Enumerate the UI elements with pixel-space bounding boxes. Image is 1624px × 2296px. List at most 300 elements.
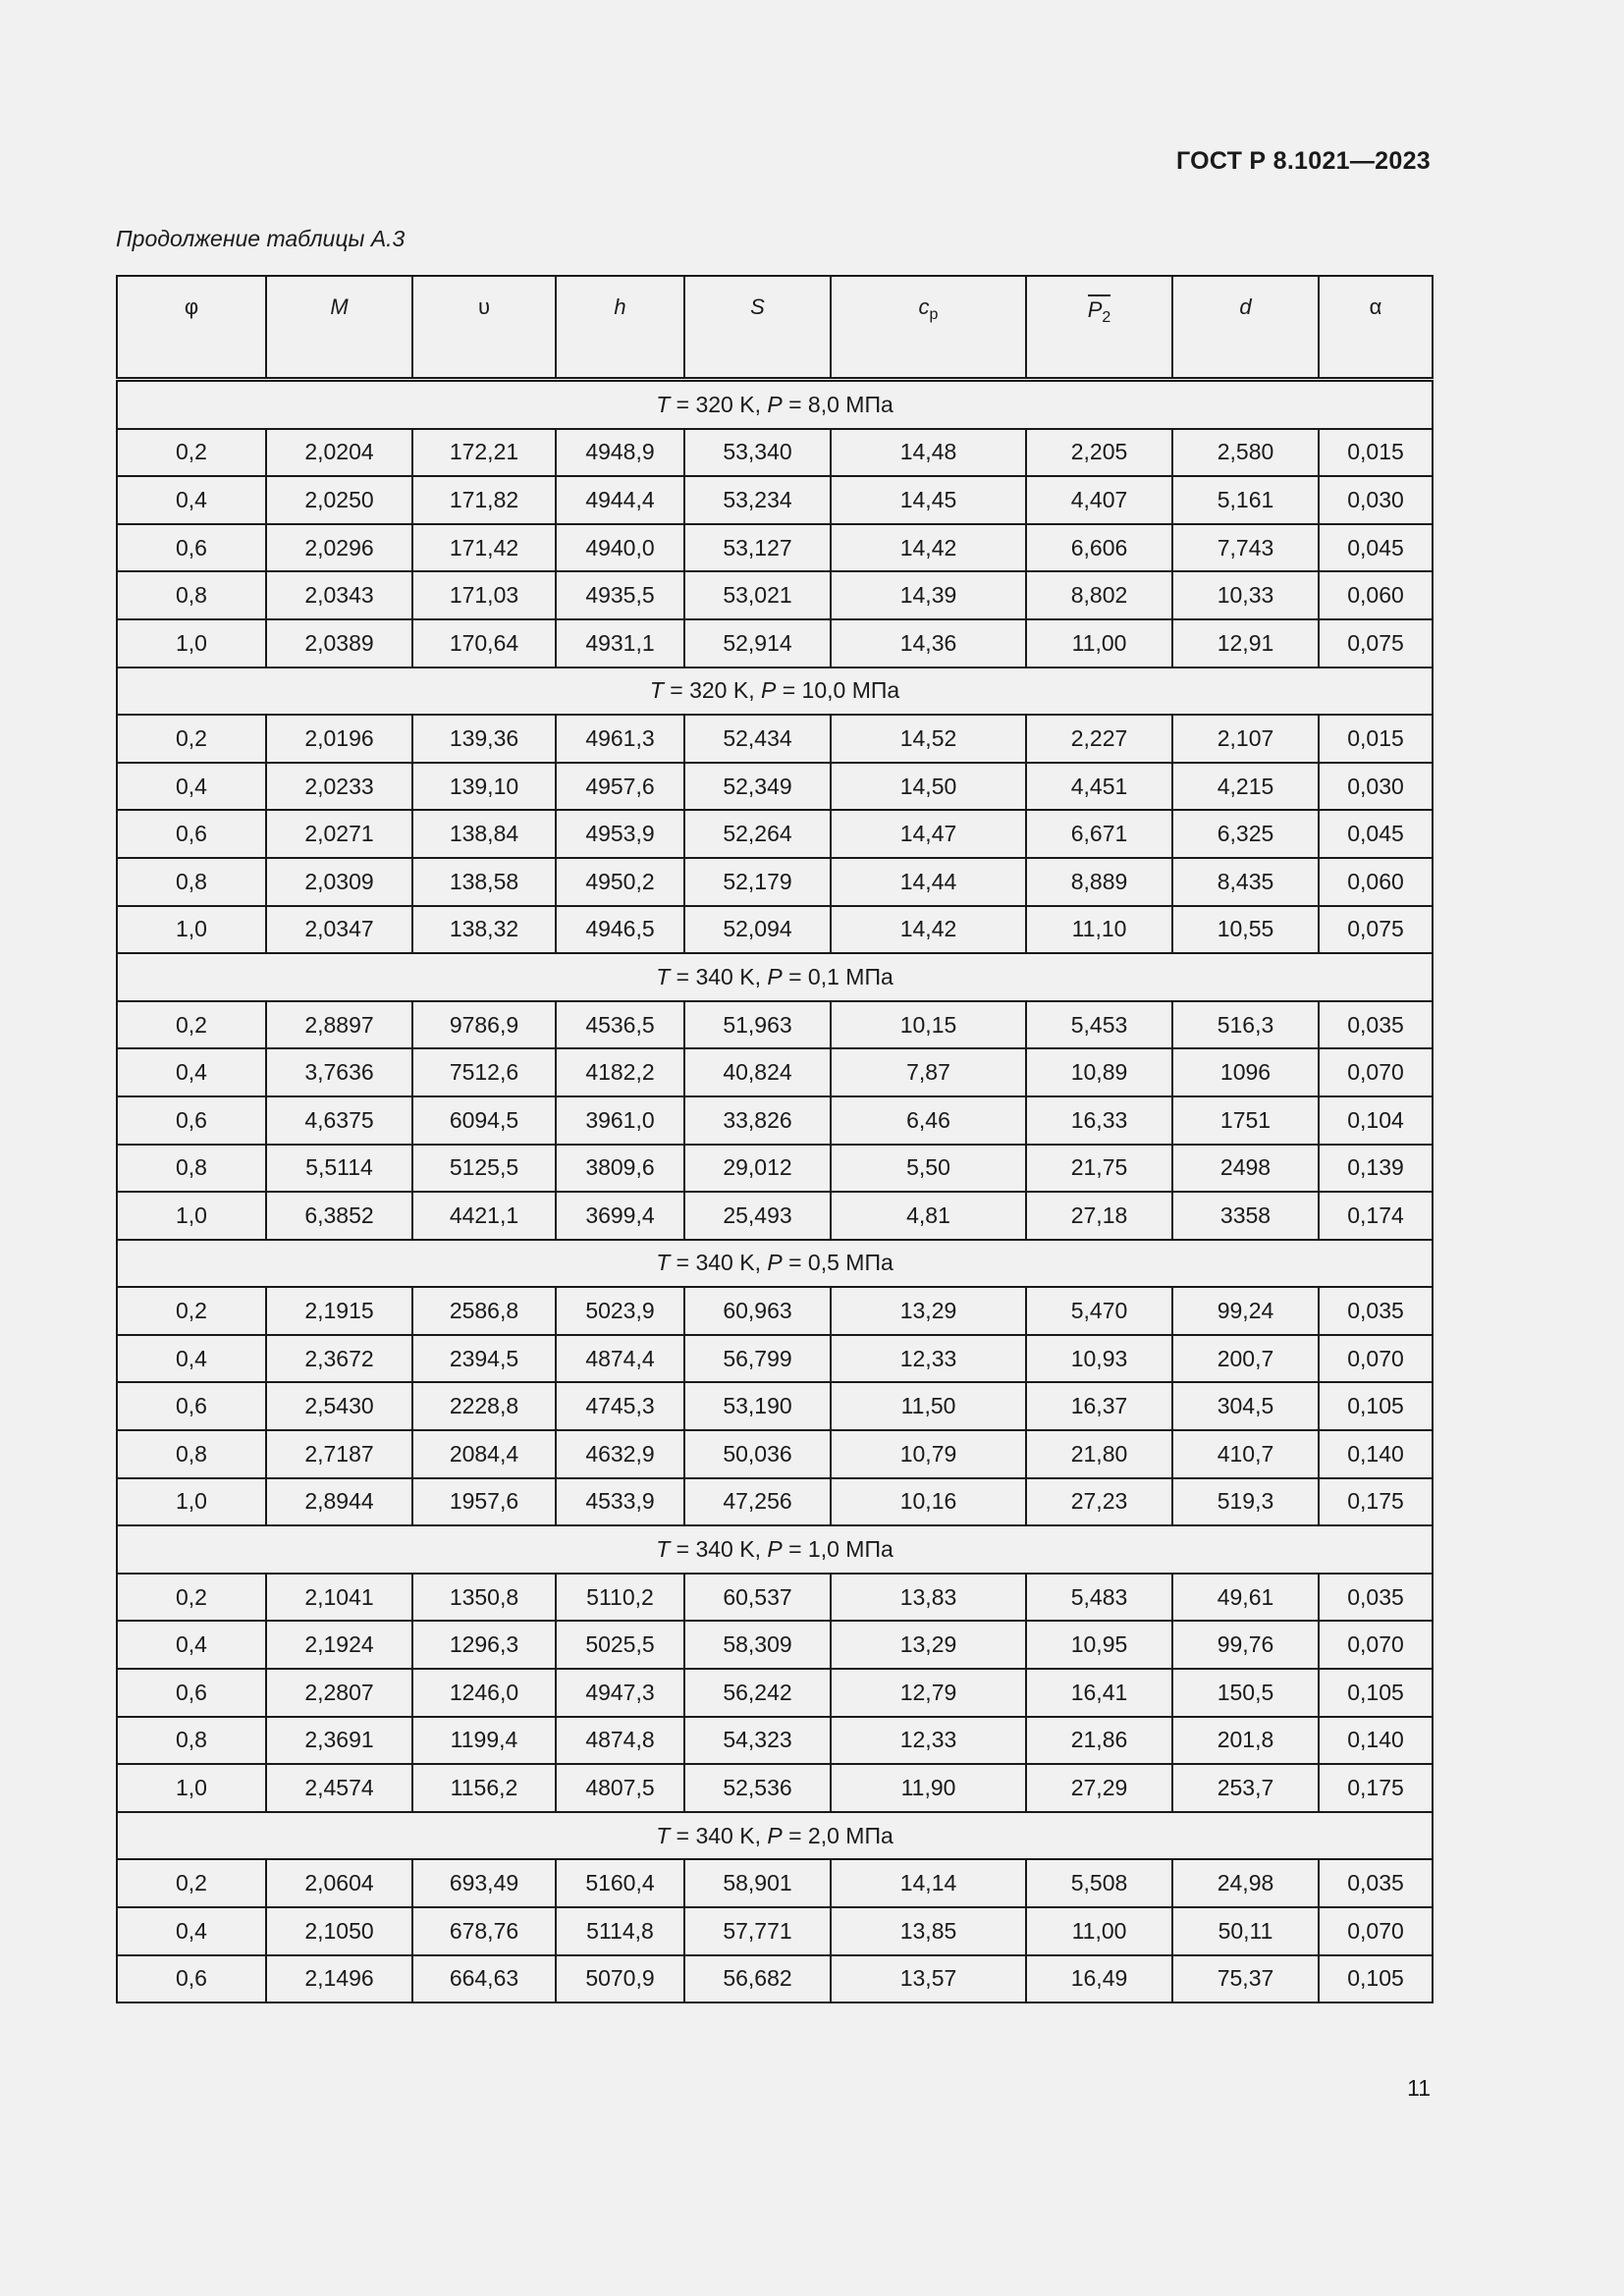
table-cell: 10,16 (831, 1478, 1026, 1526)
table-cell: 56,242 (684, 1669, 831, 1717)
table-cell: 60,537 (684, 1574, 831, 1622)
table-cell: 58,901 (684, 1859, 831, 1907)
table-cell: 25,493 (684, 1192, 831, 1240)
group-label: T = 340 K, P = 1,0 МПа (117, 1525, 1433, 1574)
table-cell: 139,36 (412, 715, 556, 763)
table-cell: 138,32 (412, 906, 556, 954)
table-cell: 2,1915 (266, 1287, 412, 1335)
table-cell: 170,64 (412, 619, 556, 667)
table-cell: 10,89 (1026, 1048, 1172, 1096)
table-cell: 0,035 (1319, 1574, 1433, 1622)
table-cell: 10,93 (1026, 1335, 1172, 1383)
col-header-p2-symbol: P (1087, 297, 1103, 322)
table-cell: 519,3 (1172, 1478, 1319, 1526)
table-cell: 16,33 (1026, 1096, 1172, 1145)
col-header-cp-subscript: p (929, 306, 939, 323)
table-cell: 47,256 (684, 1478, 831, 1526)
table-cell: 27,18 (1026, 1192, 1172, 1240)
col-header-alpha: α (1319, 276, 1433, 380)
table-cell: 693,49 (412, 1859, 556, 1907)
table-body (117, 380, 1433, 2003)
table-cell: 24,98 (1172, 1859, 1319, 1907)
table-caption: Продолжение таблицы А.3 (116, 226, 406, 251)
table-cell: 40,824 (684, 1048, 831, 1096)
table-cell: 52,914 (684, 619, 831, 667)
table-cell: 53,190 (684, 1382, 831, 1430)
table-cell: 6,3852 (266, 1192, 412, 1240)
table-cell: 0,6 (117, 810, 266, 858)
table-cell: 678,76 (412, 1907, 556, 1955)
table-cell: 27,23 (1026, 1478, 1172, 1526)
group-label: T = 340 K, P = 0,1 МПа (117, 953, 1433, 1001)
table-cell: 2498 (1172, 1145, 1319, 1193)
table-row (117, 858, 1433, 906)
table-cell: 4807,5 (556, 1764, 684, 1812)
table-cell: 2,107 (1172, 715, 1319, 763)
table-cell: 5025,5 (556, 1621, 684, 1669)
table-cell: 1957,6 (412, 1478, 556, 1526)
table-cell: 0,2 (117, 1574, 266, 1622)
table-row (117, 524, 1433, 572)
table-cell: 0,4 (117, 763, 266, 811)
table-cell: 5023,9 (556, 1287, 684, 1335)
table-row (117, 1764, 1433, 1812)
table-cell: 2,4574 (266, 1764, 412, 1812)
table-cell: 4946,5 (556, 906, 684, 954)
table-cell: 664,63 (412, 1955, 556, 2003)
table-cell: 0,045 (1319, 810, 1433, 858)
table-cell: 0,174 (1319, 1192, 1433, 1240)
table-cell: 27,29 (1026, 1764, 1172, 1812)
table-row (117, 1955, 1433, 2003)
col-header-p2 (1026, 276, 1172, 380)
group-header-row (117, 380, 1433, 429)
table-cell: 33,826 (684, 1096, 831, 1145)
table-cell: 4536,5 (556, 1001, 684, 1049)
table-cell: 0,6 (117, 524, 266, 572)
table-cell: 0,175 (1319, 1478, 1433, 1526)
table-cell: 4944,4 (556, 476, 684, 524)
table-cell: 53,234 (684, 476, 831, 524)
table-cell: 0,8 (117, 1430, 266, 1478)
group-header-row (117, 667, 1433, 716)
table-cell: 11,50 (831, 1382, 1026, 1430)
table-cell: 4948,9 (556, 429, 684, 477)
table-row (117, 1859, 1433, 1907)
table-cell: 50,11 (1172, 1907, 1319, 1955)
table-cell: 4950,2 (556, 858, 684, 906)
table-row (117, 1001, 1433, 1049)
group-label: T = 340 K, P = 2,0 МПа (117, 1812, 1433, 1860)
table-cell: 14,42 (831, 524, 1026, 572)
table-cell: 12,33 (831, 1717, 1026, 1765)
table-cell: 516,3 (1172, 1001, 1319, 1049)
table-cell: 172,21 (412, 429, 556, 477)
table-cell: 4,6375 (266, 1096, 412, 1145)
table-row (117, 1621, 1433, 1669)
table-cell: 3,7636 (266, 1048, 412, 1096)
table-cell: 52,179 (684, 858, 831, 906)
table-cell: 0,060 (1319, 571, 1433, 619)
table-cell: 14,48 (831, 429, 1026, 477)
table-cell: 6,606 (1026, 524, 1172, 572)
table-cell: 3699,4 (556, 1192, 684, 1240)
table-cell: 52,094 (684, 906, 831, 954)
table-row (117, 1669, 1433, 1717)
table-cell: 11,00 (1026, 619, 1172, 667)
table-cell: 8,889 (1026, 858, 1172, 906)
table-row (117, 1907, 1433, 1955)
table-cell: 14,44 (831, 858, 1026, 906)
table-cell: 2,205 (1026, 429, 1172, 477)
table-cell: 2084,4 (412, 1430, 556, 1478)
table-cell: 9786,9 (412, 1001, 556, 1049)
table-cell: 4874,8 (556, 1717, 684, 1765)
table-cell: 0,8 (117, 1145, 266, 1193)
table-cell: 5,470 (1026, 1287, 1172, 1335)
table-cell: 2,1924 (266, 1621, 412, 1669)
table-cell: 0,6 (117, 1382, 266, 1430)
table-cell: 200,7 (1172, 1335, 1319, 1383)
table-cell: 6,325 (1172, 810, 1319, 858)
table-cell: 0,8 (117, 1717, 266, 1765)
table-cell: 16,41 (1026, 1669, 1172, 1717)
table-cell: 4935,5 (556, 571, 684, 619)
table-cell: 0,045 (1319, 524, 1433, 572)
table-cell: 14,47 (831, 810, 1026, 858)
table-cell: 8,802 (1026, 571, 1172, 619)
table-cell: 139,10 (412, 763, 556, 811)
table-cell: 53,021 (684, 571, 831, 619)
table-cell: 0,6 (117, 1096, 266, 1145)
table-cell: 10,15 (831, 1001, 1026, 1049)
table-cell: 0,2 (117, 429, 266, 477)
table-cell: 6094,5 (412, 1096, 556, 1145)
table-cell: 3961,0 (556, 1096, 684, 1145)
table-row (117, 1096, 1433, 1145)
header-row (117, 276, 1433, 380)
table-cell: 0,105 (1319, 1955, 1433, 2003)
table-cell: 8,435 (1172, 858, 1319, 906)
table-cell: 11,90 (831, 1764, 1026, 1812)
col-header-phi: φ (117, 276, 266, 380)
table-cell: 4632,9 (556, 1430, 684, 1478)
table-cell: 4,407 (1026, 476, 1172, 524)
table-cell: 2,0604 (266, 1859, 412, 1907)
table-row (117, 810, 1433, 858)
group-header-row (117, 953, 1433, 1001)
table-cell: 4957,6 (556, 763, 684, 811)
table-cell: 56,799 (684, 1335, 831, 1383)
table-row (117, 571, 1433, 619)
table-cell: 57,771 (684, 1907, 831, 1955)
table-cell: 1199,4 (412, 1717, 556, 1765)
col-header-cp (831, 276, 1026, 380)
table-cell: 2,0389 (266, 619, 412, 667)
table-cell: 1,0 (117, 1478, 266, 1526)
table-cell: 52,434 (684, 715, 831, 763)
group-label: T = 340 K, P = 0,5 МПа (117, 1240, 1433, 1288)
table-row (117, 1478, 1433, 1526)
table-cell: 0,035 (1319, 1859, 1433, 1907)
table-cell: 54,323 (684, 1717, 831, 1765)
table-cell: 304,5 (1172, 1382, 1319, 1430)
table-cell: 12,79 (831, 1669, 1026, 1717)
table-cell: 16,37 (1026, 1382, 1172, 1430)
table-cell: 21,86 (1026, 1717, 1172, 1765)
table-cell: 2,3691 (266, 1717, 412, 1765)
table-cell: 0,030 (1319, 476, 1433, 524)
col-header-d: d (1172, 276, 1319, 380)
table-cell: 0,030 (1319, 763, 1433, 811)
table-cell: 4940,0 (556, 524, 684, 572)
table-cell: 53,340 (684, 429, 831, 477)
table-cell: 1,0 (117, 1192, 266, 1240)
table-cell: 5114,8 (556, 1907, 684, 1955)
table-cell: 2,0296 (266, 524, 412, 572)
table-cell: 0,075 (1319, 619, 1433, 667)
table-cell: 2228,8 (412, 1382, 556, 1430)
table-cell: 14,14 (831, 1859, 1026, 1907)
table-cell: 4533,9 (556, 1478, 684, 1526)
table-cell: 21,75 (1026, 1145, 1172, 1193)
table-cell: 1,0 (117, 906, 266, 954)
table-row (117, 1382, 1433, 1430)
table-cell: 1,0 (117, 619, 266, 667)
table-row (117, 763, 1433, 811)
table-cell: 50,036 (684, 1430, 831, 1478)
table-cell: 0,4 (117, 1907, 266, 1955)
table-row (117, 1430, 1433, 1478)
table-cell: 2,5430 (266, 1382, 412, 1430)
table-cell: 21,80 (1026, 1430, 1172, 1478)
table-cell: 4947,3 (556, 1669, 684, 1717)
table-cell: 2,227 (1026, 715, 1172, 763)
table-cell: 0,6 (117, 1955, 266, 2003)
table-cell: 0,4 (117, 476, 266, 524)
table-cell: 14,39 (831, 571, 1026, 619)
table-cell: 51,963 (684, 1001, 831, 1049)
table-cell: 0,6 (117, 1669, 266, 1717)
table-cell: 4,215 (1172, 763, 1319, 811)
table-cell: 0,140 (1319, 1717, 1433, 1765)
table-row (117, 1048, 1433, 1096)
table-cell: 5,50 (831, 1145, 1026, 1193)
table-cell: 2,8944 (266, 1478, 412, 1526)
table-cell: 0,175 (1319, 1764, 1433, 1812)
table-cell: 2,0233 (266, 763, 412, 811)
table-cell: 3358 (1172, 1192, 1319, 1240)
table-row (117, 1574, 1433, 1622)
table-cell: 75,37 (1172, 1955, 1319, 2003)
table-cell: 0,8 (117, 571, 266, 619)
table-cell: 2,1041 (266, 1574, 412, 1622)
table-cell: 0,035 (1319, 1001, 1433, 1049)
table-cell: 2,0271 (266, 810, 412, 858)
table-cell: 1156,2 (412, 1764, 556, 1812)
table-cell: 6,671 (1026, 810, 1172, 858)
page-number: 11 (1407, 2075, 1431, 2101)
table-cell: 12,33 (831, 1335, 1026, 1383)
table-cell: 0,4 (117, 1048, 266, 1096)
table-cell: 7,87 (831, 1048, 1026, 1096)
table-cell: 2,1050 (266, 1907, 412, 1955)
table-cell: 14,42 (831, 906, 1026, 954)
group-header-row (117, 1812, 1433, 1860)
table-cell: 14,45 (831, 476, 1026, 524)
table-cell: 10,55 (1172, 906, 1319, 954)
table-cell: 99,76 (1172, 1621, 1319, 1669)
col-header-p2-overline (1088, 294, 1111, 327)
table-cell: 4421,1 (412, 1192, 556, 1240)
table-cell: 5,483 (1026, 1574, 1172, 1622)
table-cell: 138,58 (412, 858, 556, 906)
table-cell: 0,105 (1319, 1382, 1433, 1430)
table-cell: 6,46 (831, 1096, 1026, 1145)
table-cell: 52,349 (684, 763, 831, 811)
group-label: T = 320 K, P = 8,0 МПа (117, 380, 1433, 429)
table-cell: 5110,2 (556, 1574, 684, 1622)
col-header-h: h (556, 276, 684, 380)
document-code: ГОСТ Р 8.1021—2023 (1175, 147, 1431, 175)
table-cell: 0,4 (117, 1335, 266, 1383)
table-cell: 4745,3 (556, 1382, 684, 1430)
table-row (117, 619, 1433, 667)
table-row (117, 1335, 1433, 1383)
table-cell: 4182,2 (556, 1048, 684, 1096)
col-header-p2-subscript: 2 (1102, 309, 1111, 326)
col-header-upsilon: υ (412, 276, 556, 380)
table-cell: 29,012 (684, 1145, 831, 1193)
table-cell: 58,309 (684, 1621, 831, 1669)
table-cell: 1246,0 (412, 1669, 556, 1717)
table-cell: 0,104 (1319, 1096, 1433, 1145)
group-header-row (117, 1525, 1433, 1574)
table-cell: 10,95 (1026, 1621, 1172, 1669)
table-cell: 99,24 (1172, 1287, 1319, 1335)
table-cell: 150,5 (1172, 1669, 1319, 1717)
table-row (117, 1145, 1433, 1193)
table-cell: 14,52 (831, 715, 1026, 763)
table-cell: 13,83 (831, 1574, 1026, 1622)
table-cell: 4,451 (1026, 763, 1172, 811)
table-cell: 4961,3 (556, 715, 684, 763)
table-cell: 1350,8 (412, 1574, 556, 1622)
table-cell: 2394,5 (412, 1335, 556, 1383)
table-cell: 0,015 (1319, 429, 1433, 477)
table-cell: 7,743 (1172, 524, 1319, 572)
table-row (117, 715, 1433, 763)
table-cell: 14,36 (831, 619, 1026, 667)
table-cell: 2,7187 (266, 1430, 412, 1478)
table-cell: 5,5114 (266, 1145, 412, 1193)
table-row (117, 1192, 1433, 1240)
table-cell: 2,1496 (266, 1955, 412, 2003)
group-header-row (117, 1240, 1433, 1288)
table-cell: 0,070 (1319, 1621, 1433, 1669)
table-cell: 1,0 (117, 1764, 266, 1812)
table-cell: 10,33 (1172, 571, 1319, 619)
table-cell: 0,2 (117, 1859, 266, 1907)
table-cell: 2,0343 (266, 571, 412, 619)
table-cell: 56,682 (684, 1955, 831, 2003)
table-row (117, 476, 1433, 524)
table-cell: 5,508 (1026, 1859, 1172, 1907)
table-cell: 2,0196 (266, 715, 412, 763)
table-cell: 0,070 (1319, 1335, 1433, 1383)
table-cell: 1296,3 (412, 1621, 556, 1669)
table-cell: 11,00 (1026, 1907, 1172, 1955)
table-cell: 0,070 (1319, 1907, 1433, 1955)
table-cell: 1751 (1172, 1096, 1319, 1145)
table-cell: 13,57 (831, 1955, 1026, 2003)
table-cell: 171,82 (412, 476, 556, 524)
table-cell: 4,81 (831, 1192, 1026, 1240)
col-header-cp-symbol: c (918, 294, 930, 319)
table-cell: 2,3672 (266, 1335, 412, 1383)
table-cell: 5,453 (1026, 1001, 1172, 1049)
table-cell: 0,035 (1319, 1287, 1433, 1335)
group-label: T = 320 K, P = 10,0 МПа (117, 667, 1433, 716)
table-cell: 4953,9 (556, 810, 684, 858)
table-row (117, 1717, 1433, 1765)
table-cell: 13,29 (831, 1621, 1026, 1669)
table-cell: 138,84 (412, 810, 556, 858)
table-cell: 0,060 (1319, 858, 1433, 906)
table-cell: 5,161 (1172, 476, 1319, 524)
table-cell: 0,2 (117, 1001, 266, 1049)
table-cell: 2,0347 (266, 906, 412, 954)
table-cell: 0,070 (1319, 1048, 1433, 1096)
table-cell: 1096 (1172, 1048, 1319, 1096)
table-cell: 0,139 (1319, 1145, 1433, 1193)
table-cell: 2,580 (1172, 429, 1319, 477)
table-cell: 49,61 (1172, 1574, 1319, 1622)
table-cell: 0,075 (1319, 906, 1433, 954)
table-row (117, 429, 1433, 477)
table-cell: 14,50 (831, 763, 1026, 811)
table-cell: 171,03 (412, 571, 556, 619)
table-cell: 0,8 (117, 858, 266, 906)
table-cell: 5070,9 (556, 1955, 684, 2003)
table-cell: 12,91 (1172, 619, 1319, 667)
table-cell: 2,2807 (266, 1669, 412, 1717)
table-cell: 53,127 (684, 524, 831, 572)
table-cell: 52,264 (684, 810, 831, 858)
table-cell: 2,0250 (266, 476, 412, 524)
table-cell: 7512,6 (412, 1048, 556, 1096)
table-cell: 13,29 (831, 1287, 1026, 1335)
table-cell: 11,10 (1026, 906, 1172, 954)
table-cell: 0,105 (1319, 1669, 1433, 1717)
table-cell: 10,79 (831, 1430, 1026, 1478)
table-cell: 171,42 (412, 524, 556, 572)
table-cell: 13,85 (831, 1907, 1026, 1955)
table-cell: 16,49 (1026, 1955, 1172, 2003)
table-cell: 5160,4 (556, 1859, 684, 1907)
table-cell: 0,2 (117, 1287, 266, 1335)
table-cell: 253,7 (1172, 1764, 1319, 1812)
table-cell: 0,4 (117, 1621, 266, 1669)
table-cell: 60,963 (684, 1287, 831, 1335)
table-cell: 2586,8 (412, 1287, 556, 1335)
table-row (117, 1287, 1433, 1335)
table-cell: 0,140 (1319, 1430, 1433, 1478)
table-cell: 52,536 (684, 1764, 831, 1812)
table-row (117, 906, 1433, 954)
table-cell: 2,0309 (266, 858, 412, 906)
table-cell: 0,015 (1319, 715, 1433, 763)
